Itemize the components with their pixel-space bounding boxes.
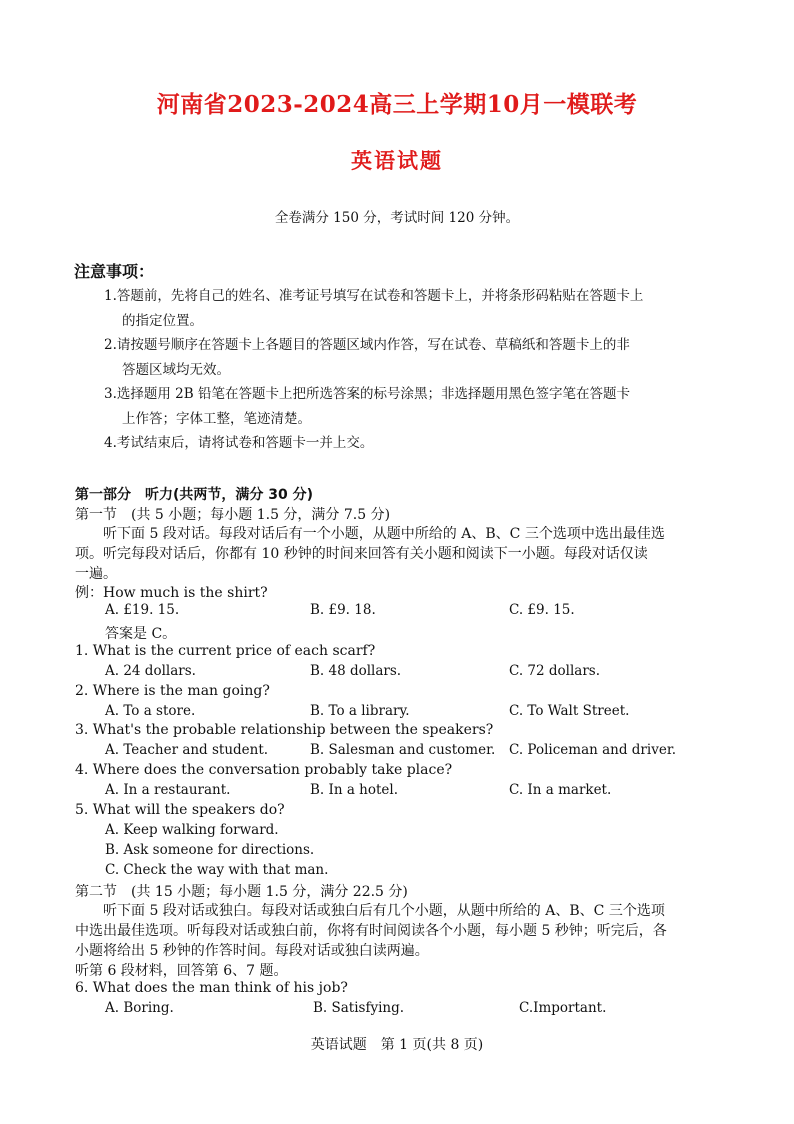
q5-option-c: C. Check the way with that man. [105,862,329,878]
q3-option-a: A. Teacher and student. [105,742,269,758]
notice-heading: 注意事项： [74,262,155,281]
example-option-c: C. £9. 15. [509,602,575,618]
question-4: 4. Where does the conversation probably take place? [75,762,453,778]
example-answer: 答案是 C。 [105,626,177,642]
instructions-line: 中选出最佳选项。听每段对话或独白前，你将有时间阅读各个小题，每小题 5 秒钟；听完后，各 [75,923,667,939]
question-3: 3. What's the probable relationship between the speakers? [75,722,494,738]
q5-option-b: B. Ask someone for directions. [105,842,315,858]
notice-text: 2.请按题号顺序在答题卡上各题目的答题区域内作答，写在试卷、草稿纸和答题卡上的非 [104,337,630,353]
notice-item [104,431,734,456]
q1-option-c: C. 72 dollars. [509,663,601,679]
q5-option-a: A. Keep walking forward. [105,822,279,838]
exam-title: 河南省2023-2024高三上学期10月一模联考 [156,91,638,118]
q1-option-a: A. 24 dollars. [105,663,196,679]
question-2: 2. Where is the man going? [75,683,270,699]
q4-option-c: C. In a market. [509,782,612,798]
notice-text-cont: 的指定位置。 [122,312,203,329]
q2-option-a: A. To a store. [105,703,196,719]
q6-option-a: A. Boring. [105,1000,174,1016]
section2-instructions [75,901,743,961]
q4-option-b: B. In a hotel. [310,782,399,798]
q1-option-b: B. 48 dollars. [310,663,402,679]
example-option-b: B. £9. 18. [310,602,376,618]
material-6-note: 听第 6 段材料，回答第 6、7 题。 [75,963,288,979]
notice-text: 4.考试结束后，请将试卷和答题卡一并上交。 [104,435,374,451]
notice-item [104,284,734,333]
q3-option-b: B. Salesman and customer. [310,742,496,758]
section1-instructions [75,524,743,584]
score-line: 全卷满分 150 分，考试时间 120 分钟。 [274,210,520,226]
page-footer: 英语试题 第 1 页(共 8 页) [310,1037,484,1053]
question-6: 6. What does the man think of his job? [75,980,348,996]
instructions-line: 听下面 5 段对话。每段对话后有一个小题，从题中所给的 A、B、C 三个选项中选出最佳选 [103,526,665,542]
q4-option-a: A. In a restaurant. [105,782,231,798]
section2-heading: 第二节 (共 15 小题；每小题 1.5 分，满分 22.5 分) [75,884,408,900]
section1-heading: 第一节 (共 5 小题；每小题 1.5 分，满分 7.5 分) [75,507,391,523]
q2-option-b: B. To a library. [310,703,410,719]
notice-text-cont: 上作答；字体工整，笔迹清楚。 [122,410,311,427]
q3-option-c: C. Policeman and driver. [509,742,677,758]
exam-subtitle: 英语试题 [351,148,443,173]
example-option-a: A. £19. 15. [105,602,180,618]
notice-text-cont: 答题区域均无效。 [122,361,230,378]
instructions-line: 小题将给出 5 秒钟的作答时间。每段对话或独白读两遍。 [75,943,429,959]
notice-list [104,284,734,456]
instructions-line: 一遍。 [75,566,117,582]
instructions-line: 听下面 5 段对话或独白。每段对话或独白后有几个小题，从题中所给的 A、B、C 三个选项 [103,903,665,919]
notice-text: 3.选择题用 2B 铅笔在答题卡上把所选答案的标号涂黑；非选择题用黑色签字笔在答题卡 [104,386,630,402]
question-5: 5. What will the speakers do? [75,802,285,818]
q2-option-c: C. To Walt Street. [509,703,630,719]
q6-option-c: C.Important. [519,1000,607,1016]
notice-item [104,333,734,382]
instructions-line: 项。听完每段对话后，你都有 10 秒钟的时间来回答有关小题和阅读下一小题。每段对话仅读 [75,546,648,562]
example-question: 例：How much is the shirt? [75,585,268,601]
part-heading: 第一部分 听力(共两节，满分 30 分) [75,487,314,503]
q6-option-b: B. Satisfying. [313,1000,405,1016]
notice-text: 1.答题前，先将自己的姓名、准考证号填写在试卷和答题卡上，并将条形码粘贴在答题卡上 [104,288,644,304]
question-1: 1. What is the current price of each scarf? [75,643,376,659]
notice-item [104,382,734,431]
